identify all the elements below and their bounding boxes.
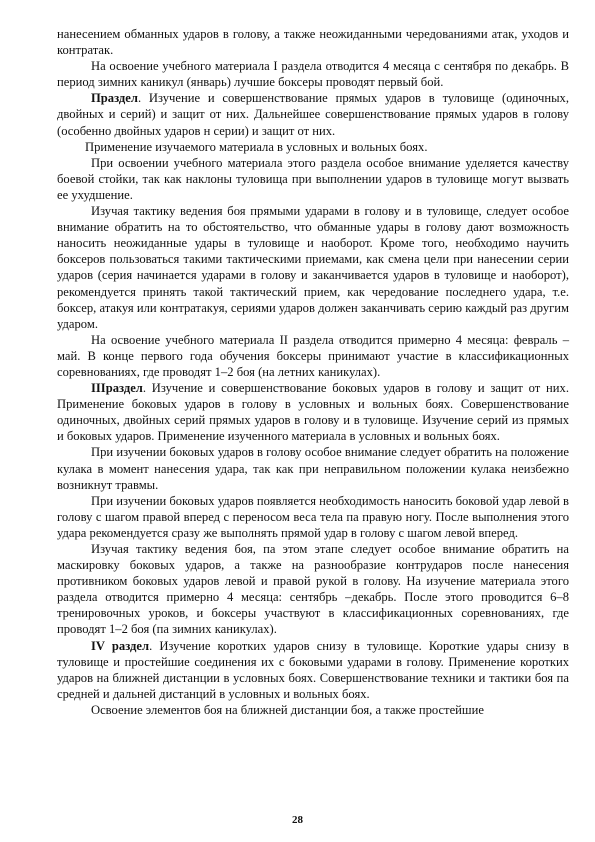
- paragraph: [57, 444, 569, 492]
- paragraph: [57, 638, 569, 702]
- page-body: [57, 26, 569, 718]
- paragraph-text: Освоение элементов боя на ближней дистанции боя, а также простейшие: [91, 702, 484, 717]
- paragraph: [57, 58, 569, 90]
- paragraph: [57, 26, 569, 58]
- paragraph-text: Изучая тактику ведения боя, па этом этапе следует особое внимание обратить на маскировку боковых ударов, а также на разнообразие контрударов после нанесения противником боковых ударов левой и правой рукой в голову. На изучение материала этого раздела отводится примерно 4 месяца: сентябрь –декабрь. После этого проводится 6–8 тренировочных уроков, и боксеры участвуют в классификационных соревнованиях, где проводят 1–2 боя (па зимних каникулах).: [57, 542, 569, 637]
- paragraph-text: . Изучение коротких ударов снизу в туловище. Короткие удары снизу в туловище и простейшие соединения их с боковыми ударами в голову. Применение коротких ударов на ближней дистанции в условных боях. Совершенствование техники и тактики боя па средней и дальней дистанций в условных и вольных боях.: [57, 638, 570, 701]
- page-number: 28: [292, 814, 303, 826]
- section-heading: IV раздел: [91, 638, 150, 653]
- paragraph: [57, 541, 569, 638]
- paragraph: [57, 203, 569, 332]
- paragraph-text: На освоение учебного материала I раздела отводится 4 месяца с сентября по декабрь. В период зимних каникул (январь) лучшие боксеры проводят первый бой.: [57, 59, 569, 90]
- paragraph: [57, 139, 569, 155]
- section-heading: Праздел: [91, 91, 138, 106]
- paragraph-text: Применение изучаемого материала в условных и вольных боях.: [85, 139, 428, 154]
- section-heading: IIIраздел: [91, 381, 143, 396]
- paragraph-text: . Изучение и совершенствование прямых ударов в туловище (одиночных, двойных и серий) и защит от них. Дальнейшее совершенствование прямых ударов в голову (особенно двойных ударов н серии) и защит от них.: [57, 91, 569, 138]
- paragraph-text: При освоении учебного материала этого раздела особое внимание уделяется качеству боевой стойки, так как наклоны туловища при выполнении ударов в туловище могут вызвать ее ухудшение.: [57, 155, 569, 202]
- paragraph-text: нанесением обманных ударов в голову, а также неожиданными чередованиями атак, уходов и контратак.: [57, 27, 569, 58]
- paragraph: [57, 155, 569, 203]
- paragraph-text: На освоение учебного материала II раздела отводится примерно 4 месяца: февраль – май. В конце первого года обучения боксеры принимают участие в классификационных соревнованиях, где проводят 1–2 боя (на летних каникулах).: [57, 332, 569, 379]
- paragraph: [57, 380, 569, 444]
- paragraph-text: При изучении боковых ударов в голову особое внимание следует обратить на положение кулака в момент нанесения удара, так как при неправильном положении кулака неизбежно возникнут травмы.: [57, 445, 569, 492]
- paragraph-text: При изучении боковых ударов появляется необходимость наносить боковой удар левой в голову с шагом правой вперед с переносом веса тела па правую ногу. После выполнения этого удара рекомендуется сразу же выполнять прямой удар в голову с шагом левой вперед.: [57, 493, 569, 540]
- paragraph-text: Изучая тактику ведения боя прямыми ударами в голову и в туловище, следует особое внимание обратить на то обстоятельство, что обманные удары в голову дают возможность наносить неожиданные удары в туловище и наоборот. Кроме того, необходимо научить боксеров пользоваться такими тактическими приемами, как смена цели при нанесении серии ударов (серия начинается ударами в голову и заканчивается ударов в туловище и наоборот), рекомендуется принять такой тактический прием, как чередование последнего удара, т.е. боксер, атакуя или контратакуя, сериями ударов должен заканчивать серию каждый раз другим ударом.: [57, 204, 569, 331]
- paragraph: [57, 332, 569, 380]
- paragraph-text: . Изучение и совершенствование боковых ударов в голову и защит от них. Применение боковых ударов в голову в условных и вольных боях. Совершенствование одиночных, двойных серий прямых ударов в голову и в туловище. Изучение серий из прямых и боковых ударов. Применение изученного материала в условных и вольных боях.: [57, 381, 569, 444]
- paragraph: [57, 493, 569, 541]
- paragraph: [57, 702, 569, 718]
- paragraph: [57, 90, 569, 138]
